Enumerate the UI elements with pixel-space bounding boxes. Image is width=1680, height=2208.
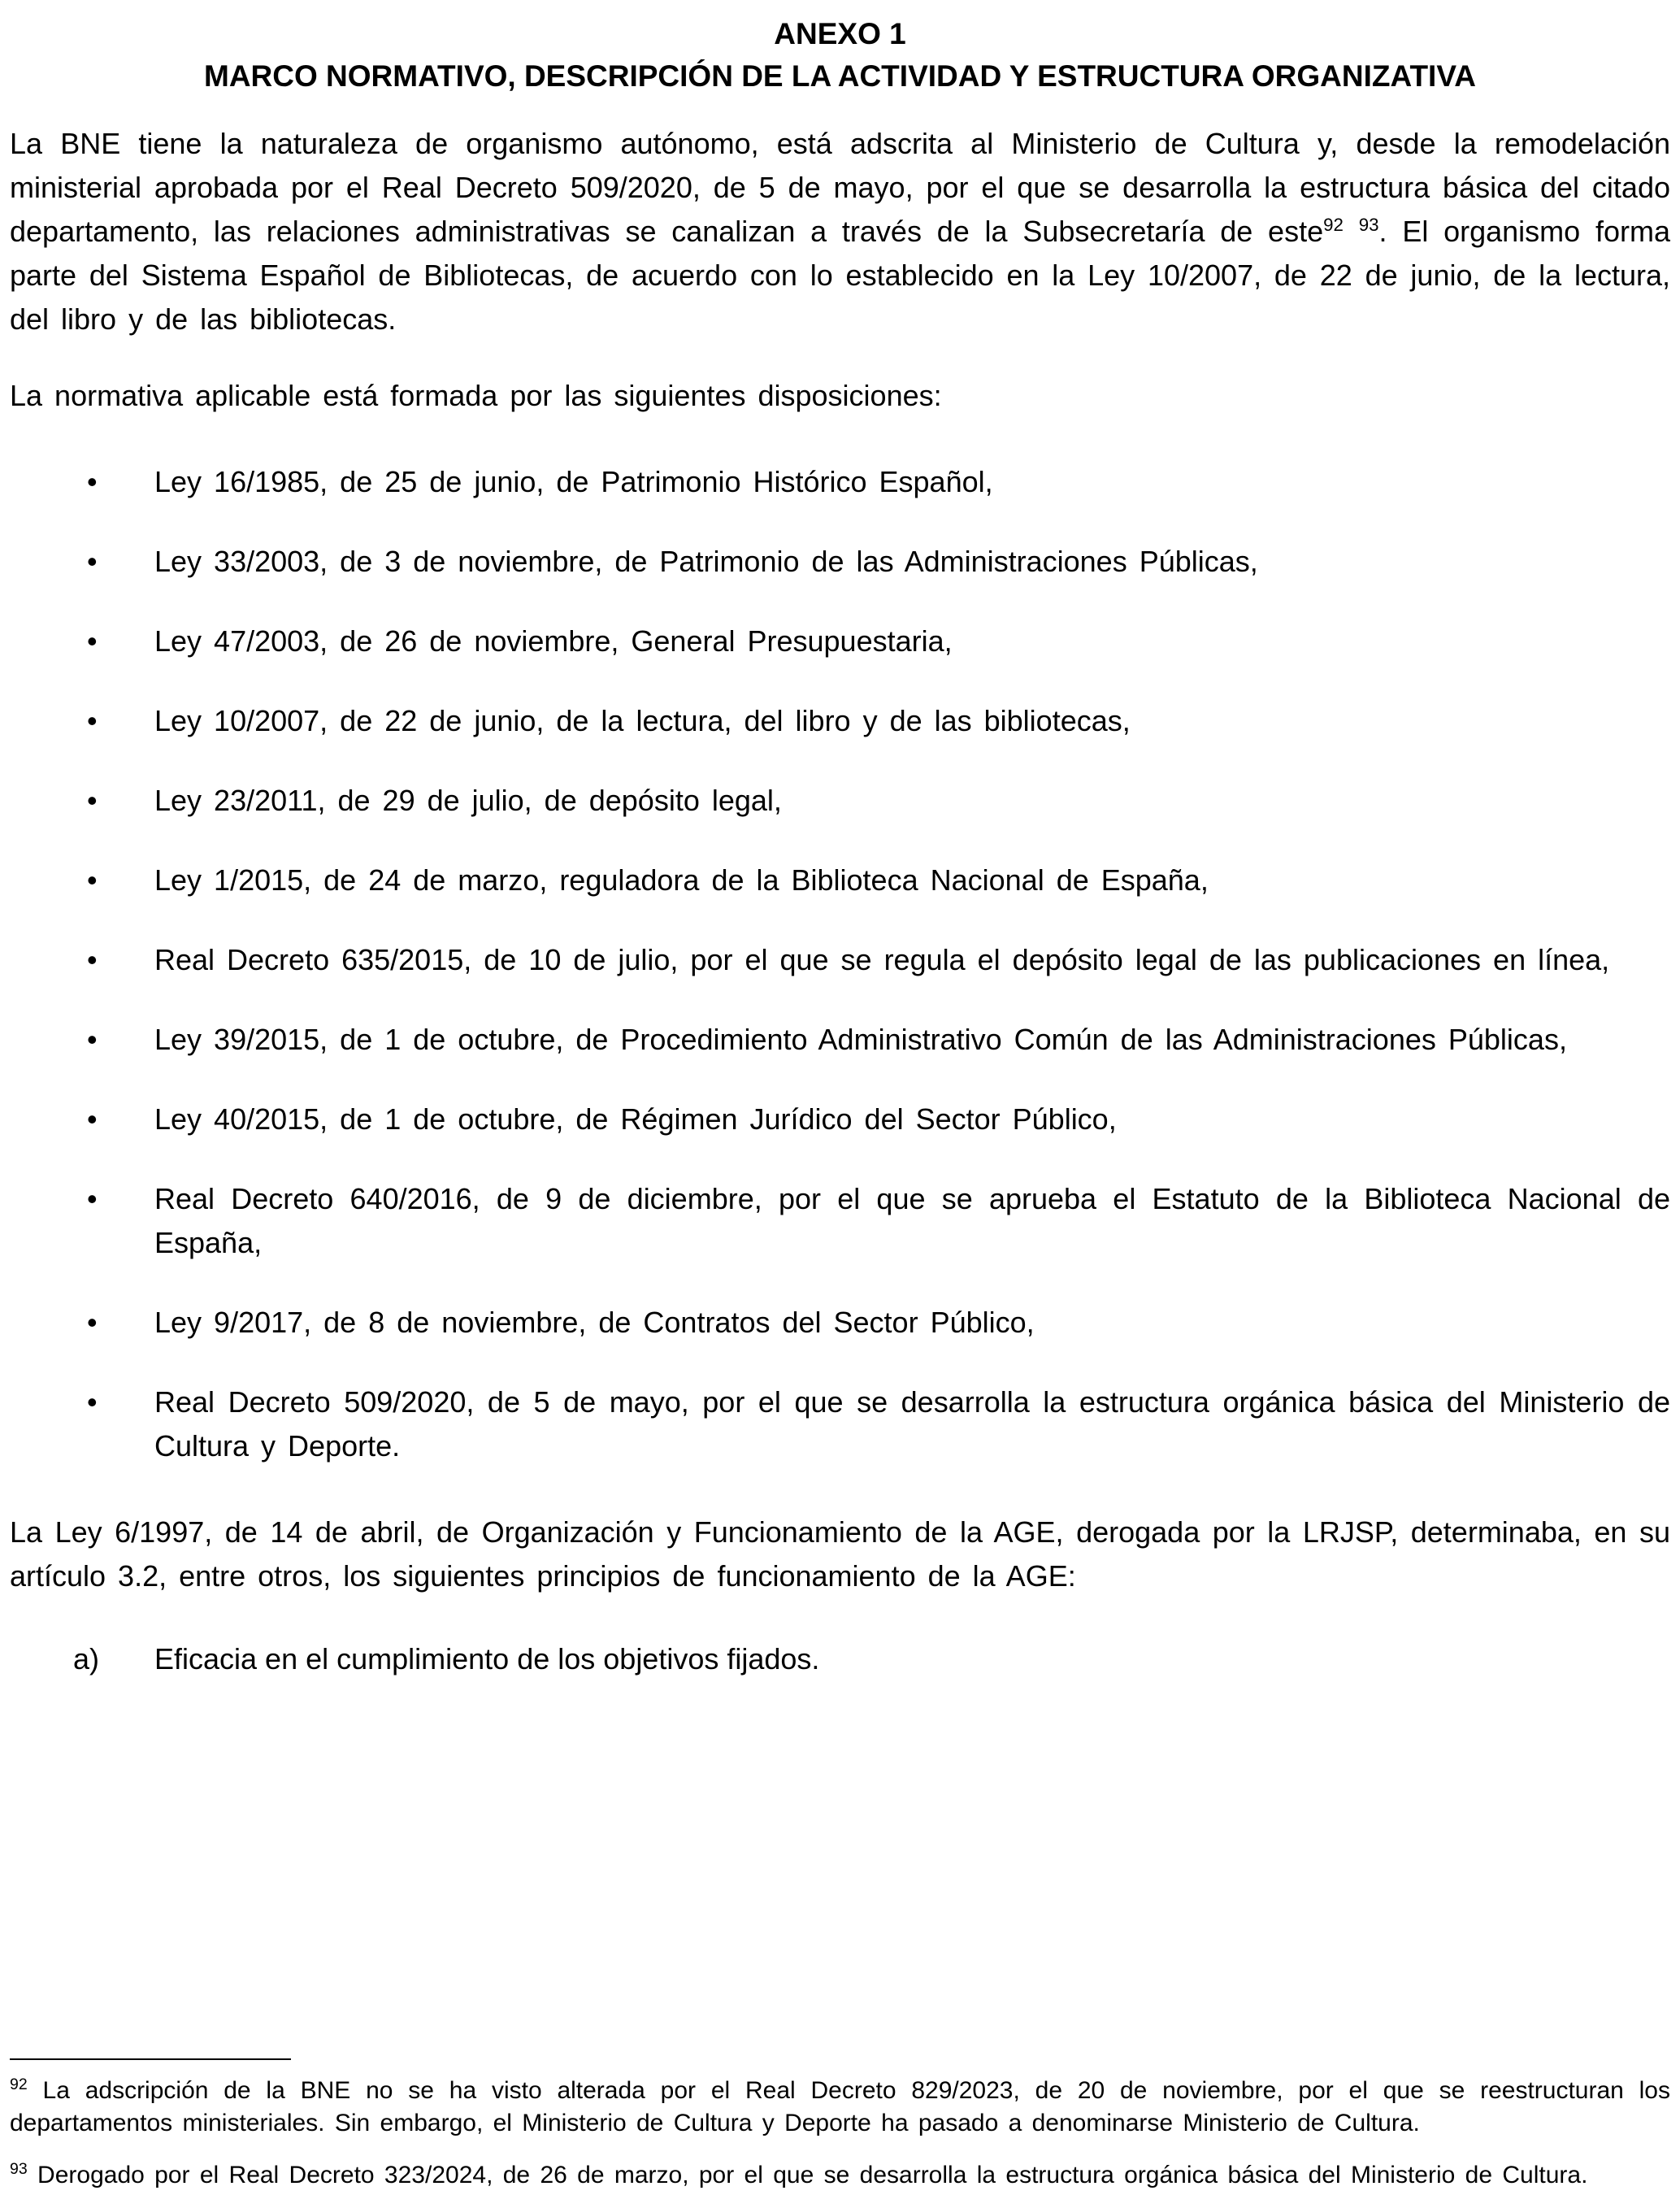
- bullet-icon: •: [87, 704, 98, 737]
- law-item-text: Real Decreto 640/2016, de 9 de diciembre, por el que se aprueba el Estatuto de la Biblioteca Nacional de España,: [154, 1182, 1670, 1259]
- law-item-text: Ley 40/2015, de 1 de octubre, de Régimen Jurídico del Sector Público,: [154, 1102, 1117, 1136]
- footnote-ref-92: 92: [1323, 215, 1344, 235]
- law-item-text: Ley 47/2003, de 26 de noviembre, General Presupuestaria,: [154, 624, 953, 658]
- law-item-text: Ley 9/2017, de 8 de noviembre, de Contratos del Sector Público,: [154, 1306, 1035, 1339]
- intro-text-before-refs: La BNE tiene la naturaleza de organismo autónomo, está adscrita al Ministerio de Cultura y, desde la remodelación ministerial aprobada por el Real Decreto 509/2020, de 5 de mayo, por el que se desarrolla la estructura básica del citado departamento, las relaciones administrativas se canalizan a través de la Subsecretaría de este: [10, 127, 1670, 248]
- law-list-item: [10, 858, 1670, 902]
- bullet-icon: •: [87, 1102, 98, 1136]
- title-line-1: ANEXO 1: [774, 17, 906, 50]
- law-list-item: [10, 460, 1670, 504]
- footnote-ref-93: 93: [1358, 215, 1379, 235]
- law-list-item: [10, 540, 1670, 584]
- law-item-text: Ley 39/2015, de 1 de octubre, de Procedimiento Administrativo Común de las Administraciones Públicas,: [154, 1023, 1567, 1056]
- law-item-text: Real Decreto 509/2020, de 5 de mayo, por el que se desarrolla la estructura orgánica básica del Ministerio de Cultura y Deporte.: [154, 1385, 1670, 1463]
- law-item-text: Ley 1/2015, de 24 de marzo, reguladora de la Biblioteca Nacional de España,: [154, 863, 1209, 897]
- intro-paragraph: [10, 122, 1670, 341]
- law-list-item: [10, 1097, 1670, 1141]
- law-list-item: [10, 699, 1670, 743]
- footnote-92: [10, 2075, 1670, 2140]
- law-list-item: [10, 938, 1670, 982]
- footnote-92-text: La adscripción de la BNE no se ha visto alterada por el Real Decreto 829/2023, de 20 de noviembre, por el que se reestructuran los departamentos ministeriales. Sin embargo, el Ministerio de Cultura y Deporte ha pasado a denominarse Ministerio de Cultura.: [10, 2077, 1670, 2136]
- footnote-92-marker: 92: [10, 2075, 28, 2093]
- bullet-icon: •: [87, 863, 98, 897]
- bullet-icon: •: [87, 465, 98, 498]
- ordered-item-label: a): [73, 1642, 100, 1676]
- footnote-separator: [10, 2058, 291, 2060]
- bullet-icon: •: [87, 1023, 98, 1056]
- law-list-item: [10, 619, 1670, 663]
- age-paragraph: La Ley 6/1997, de 14 de abril, de Organización y Funcionamiento de la AGE, derogada por la LRJSP, determinaba, en su artículo 3.2, entre otros, los siguientes principios de funcionamiento de la AGE:: [10, 1515, 1670, 1593]
- law-item-text: Ley 23/2011, de 29 de julio, de depósito legal,: [154, 784, 782, 817]
- law-list-item: [10, 779, 1670, 823]
- intro-text-after-refs: . El organismo forma parte del Sistema Español de Bibliotecas, de acuerdo con lo establecido en la Ley 10/2007, de 22 de junio, de la lectura, del libro y de las bibliotecas.: [10, 215, 1670, 336]
- law-item-text: Ley 33/2003, de 3 de noviembre, de Patrimonio de las Administraciones Públicas,: [154, 545, 1258, 578]
- law-item-text: Ley 10/2007, de 22 de junio, de la lectura, del libro y de las bibliotecas,: [154, 704, 1131, 737]
- ordered-item-a: [10, 1637, 1670, 1681]
- law-list-item: [10, 1018, 1670, 1062]
- bullet-icon: •: [87, 943, 98, 976]
- footnote-93-text: Derogado por el Real Decreto 323/2024, de 26 de marzo, por el que se desarrolla la estructura orgánica básica del Ministerio de Cultura.: [37, 2162, 1588, 2188]
- bullet-icon: •: [87, 1385, 98, 1419]
- footnotes-section: [10, 2058, 1670, 2192]
- law-list-item: [10, 1301, 1670, 1345]
- bullet-icon: •: [87, 784, 98, 817]
- normativa-lead-paragraph: La normativa aplicable está formada por las siguientes disposiciones:: [10, 379, 942, 412]
- bullet-icon: •: [87, 624, 98, 658]
- bullet-icon: •: [87, 1306, 98, 1339]
- document-title: [10, 13, 1670, 98]
- bullet-icon: •: [87, 1182, 98, 1215]
- law-item-text: Ley 16/1985, de 25 de junio, de Patrimonio Histórico Español,: [154, 465, 993, 498]
- law-list-item: [10, 1177, 1670, 1265]
- law-list-item: [10, 1380, 1670, 1468]
- law-list: [10, 460, 1670, 1468]
- footnote-93: [10, 2159, 1670, 2192]
- footnote-93-marker: 93: [10, 2160, 28, 2178]
- ordered-item-text: Eficacia en el cumplimiento de los objetivos fijados.: [154, 1642, 820, 1676]
- title-line-2: MARCO NORMATIVO, DESCRIPCIÓN DE LA ACTIVIDAD Y ESTRUCTURA ORGANIZATIVA: [204, 59, 1476, 93]
- law-item-text: Real Decreto 635/2015, de 10 de julio, por el que se regula el depósito legal de las publicaciones en línea,: [154, 943, 1610, 976]
- bullet-icon: •: [87, 545, 98, 578]
